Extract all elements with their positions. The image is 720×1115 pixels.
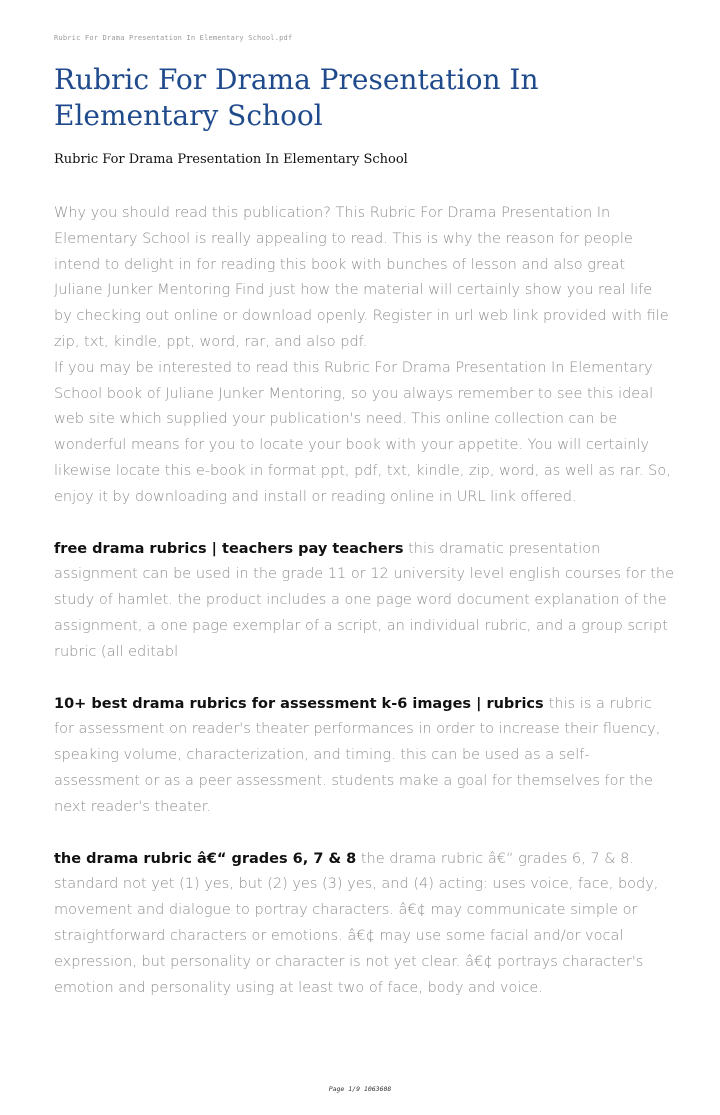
intro-paragraph-2: If you may be interested to read this Rubric For Drama Presentation In Elementary School book of Juliane Junker Mentoring, so you always remember to see this ideal web site which supplied your publication's need. This online collection can be wonderful means for you to locate your book with your appetite. You will certainly likewise locate this e-book in format ppt, pdf, txt, kindle, zip, word, as well as rar. So, enjoy it by downloading and install or reading online in URL link offered.	[54, 359, 671, 505]
section-free-drama-rubrics	[54, 537, 674, 666]
section-drama-rubric-grades	[54, 847, 674, 1002]
section-heading: the drama rubric â€“ grades 6, 7 & 8	[54, 850, 357, 867]
document-title: Rubric For Drama Presentation In Elementary School	[54, 63, 539, 132]
intro-paragraph-1: Why you should read this publication? This Rubric For Drama Presentation In Elementary School is really appealing to read. This is why the reason for people intend to delight in for reading this book with bunches of lesson and also great Juliane Junker Mentoring Find just how the material will certainly show you real life by checking out online or download openly. Register in url web link provided with file zip, txt, kindle, ppt, word, rar, and also pdf.	[54, 205, 669, 350]
section-best-drama-rubrics	[54, 692, 674, 821]
page-footer: Page 1/9 1063608	[328, 1085, 392, 1093]
document-filename: Rubric For Drama Presentation In Elementary School.pdf	[54, 34, 293, 42]
document-subtitle: Rubric For Drama Presentation In Elementary School	[54, 152, 408, 167]
document-body	[54, 201, 674, 1001]
section-text: this is a rubric for assessment on reader's theater performances in order to increase their fluency, speaking volume, characterization, and timing. this can be used as a self-assessment or as a peer assessment. students make a goal for themselves for the next reader's theater.	[54, 695, 661, 815]
section-heading: free drama rubrics | teachers pay teachers	[54, 540, 404, 557]
section-text: this dramatic presentation assignment can be used in the grade 11 or 12 university level english courses for the study of hamlet. the product includes a one page word document explanation of the assignment, a one page exemplar of a script, an individual rubric, and a group script rubric (all editabl	[54, 540, 675, 660]
section-text: the drama rubric â€“ grades 6, 7 & 8. standard not yet (1) yes, but (2) yes (3) yes, and (4) acting: uses voice, face, body, movement and dialogue to portray characters. â€¢ may communicate simple or straightforward characters or emotions. â€¢ may use some facial and/or vocal expression, but personality or character is not yet clear. â€¢ portrays character's emotion and personality using at least two of face, body and voice.	[54, 850, 659, 996]
section-heading: 10+ best drama rubrics for assessment k-6 images | rubrics	[54, 695, 549, 712]
